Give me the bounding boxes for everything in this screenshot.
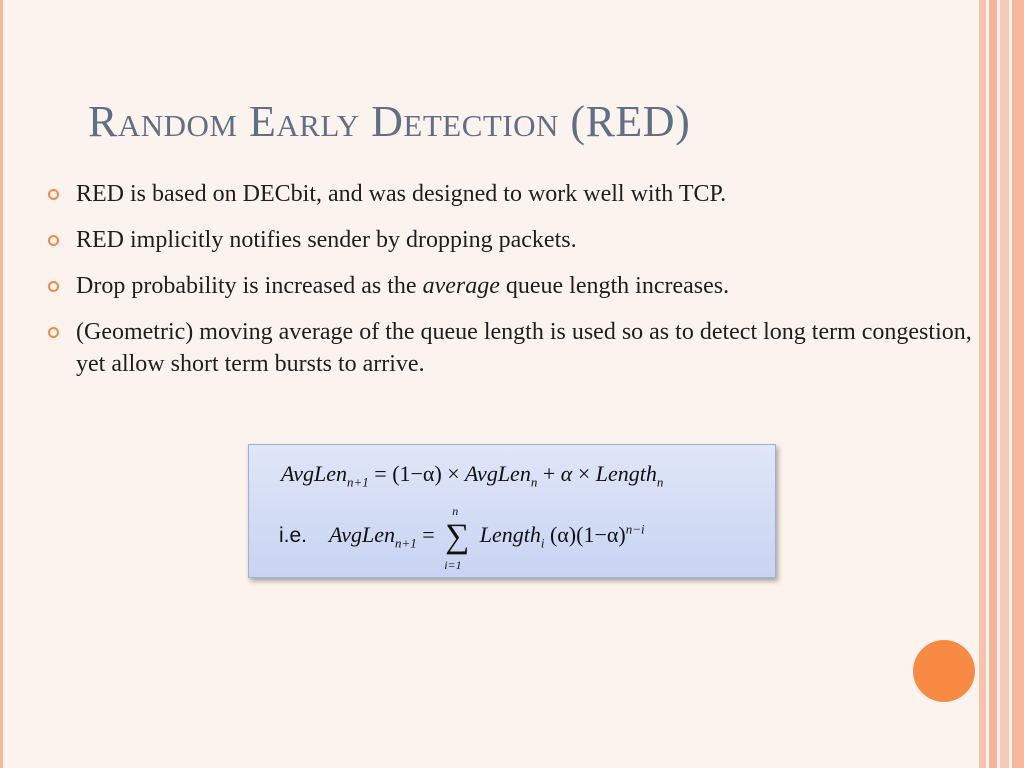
formula-term: (α) bbox=[549, 522, 577, 548]
bullet-item bbox=[42, 224, 972, 256]
formula-term: (1−α) bbox=[576, 522, 626, 548]
formula-exponent: n−i bbox=[625, 521, 645, 537]
formula-box bbox=[248, 444, 776, 578]
sum-upper-limit: n bbox=[452, 504, 459, 518]
bullet-text: RED is based on DECbit, and was designed to work well with TCP. bbox=[76, 181, 727, 207]
bullet-text-before: Drop probability is increased as the bbox=[76, 273, 423, 299]
formula-subscript: n bbox=[530, 474, 538, 490]
formula-operator: × bbox=[577, 461, 591, 486]
bullet-text-after: queue length increases. bbox=[499, 273, 730, 299]
bullet-icon bbox=[48, 281, 59, 292]
formula-line-2 bbox=[329, 504, 645, 572]
bullet-icon bbox=[48, 189, 59, 200]
bullet-text: (Geometric) moving average of the queue length is used so as to detect long term congestion, yet allow short term bursts to arrive. bbox=[76, 319, 972, 377]
accent-circle-decoration bbox=[913, 640, 975, 702]
formula-operator: + bbox=[542, 461, 556, 486]
bullet-item bbox=[42, 316, 972, 380]
slide-title: Random Early Detection (RED) bbox=[88, 97, 691, 146]
formula-subscript: n bbox=[656, 474, 664, 490]
ie-label: i.e. bbox=[279, 524, 308, 547]
formula-subscript: n+1 bbox=[395, 535, 417, 551]
formula-term: AvgLen bbox=[281, 461, 347, 486]
formula-term: Length bbox=[595, 461, 657, 486]
formula-line-1 bbox=[281, 461, 663, 490]
formula-term: Length bbox=[479, 522, 541, 548]
bullet-item bbox=[42, 178, 972, 210]
right-stripe-decoration bbox=[979, 0, 986, 768]
right-stripe-decoration bbox=[1012, 0, 1024, 768]
formula-term: α bbox=[560, 461, 573, 486]
right-stripe-decoration bbox=[989, 0, 997, 768]
formula-operator: = bbox=[374, 461, 387, 486]
sum-lower-limit: i=1 bbox=[444, 558, 462, 572]
bullet-text: RED implicitly notifies sender by dropping packets. bbox=[76, 227, 577, 253]
bullet-icon bbox=[48, 327, 59, 338]
bullet-item bbox=[42, 270, 972, 302]
formula-operator: × bbox=[447, 461, 460, 486]
formula-term: AvgLen bbox=[329, 522, 395, 548]
bullet-icon bbox=[48, 235, 59, 246]
right-stripe-decoration bbox=[1000, 0, 1009, 768]
formula-operator: = bbox=[422, 522, 435, 548]
left-border-decoration bbox=[0, 0, 3, 768]
bullet-emphasis: average bbox=[422, 273, 500, 299]
formula-term: (1−α) bbox=[392, 461, 442, 486]
formula-subscript: i bbox=[540, 535, 545, 551]
formula-subscript: n+1 bbox=[347, 474, 369, 490]
bullet-list bbox=[42, 178, 972, 394]
formula-term: AvgLen bbox=[464, 461, 531, 486]
sum-symbol: ∑ bbox=[445, 518, 470, 555]
summation-icon bbox=[444, 504, 470, 572]
